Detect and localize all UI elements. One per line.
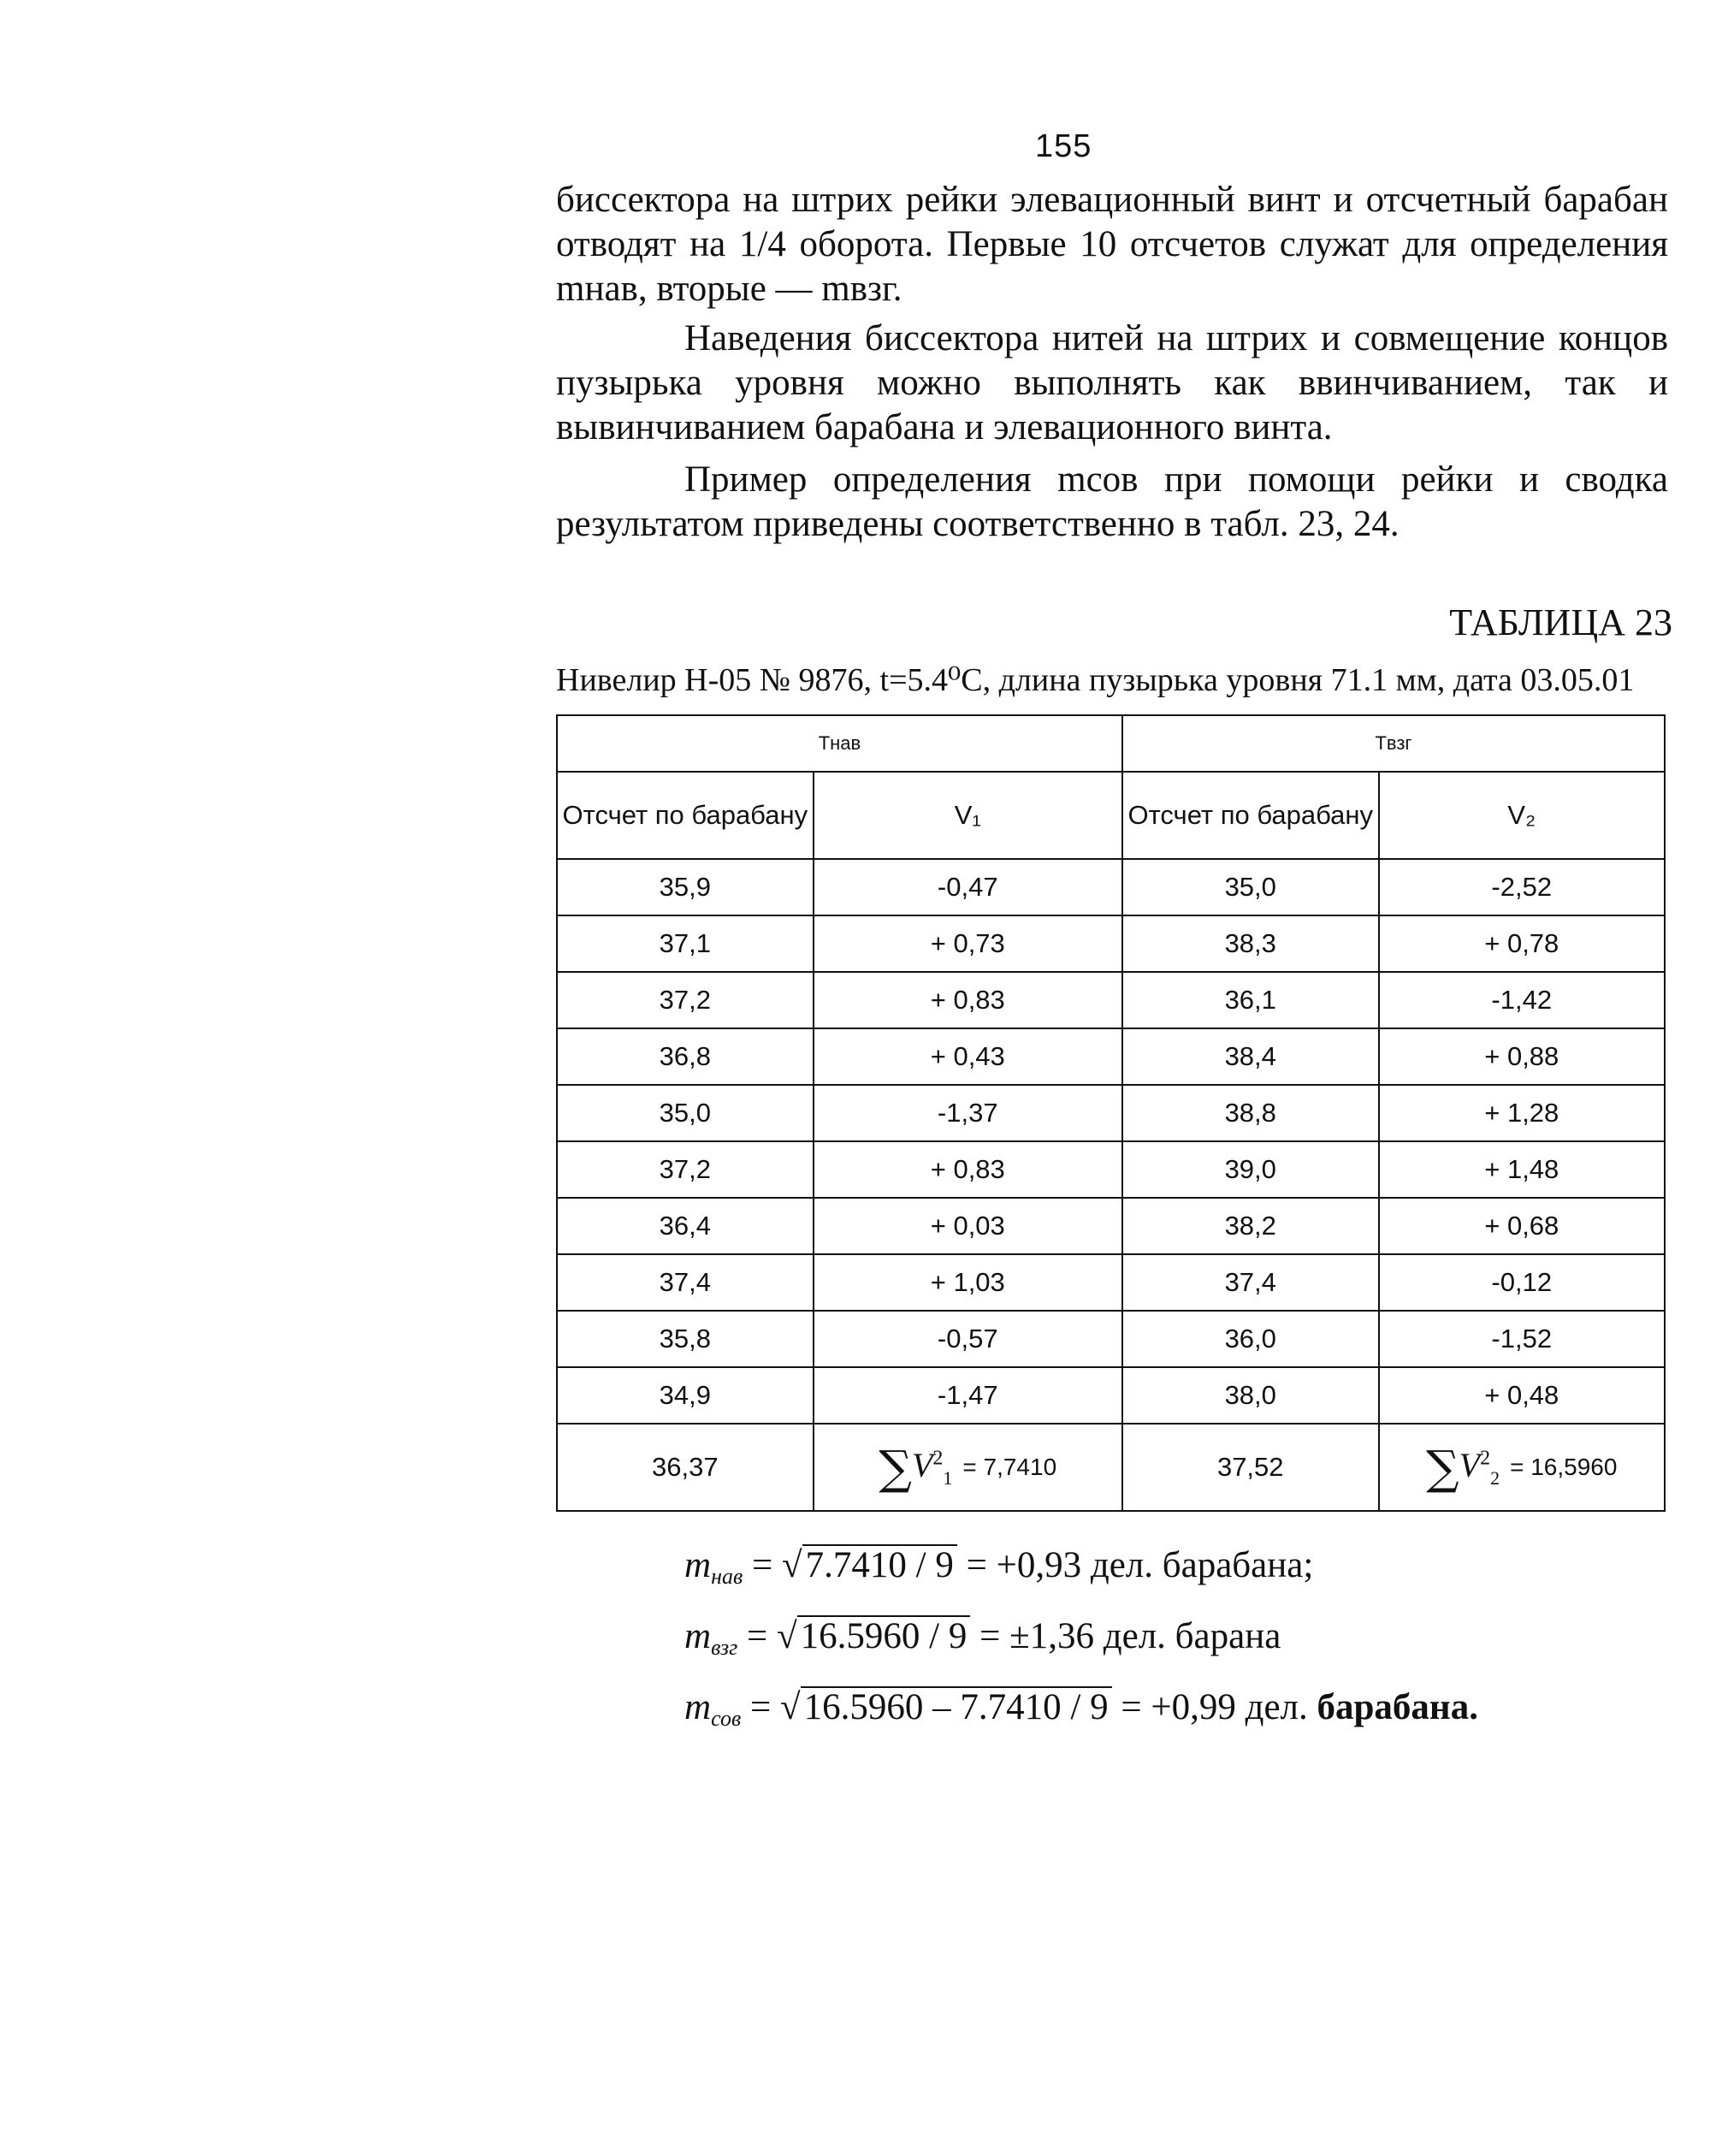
summary-sum-right (1379, 1424, 1665, 1511)
table-cell: 35,0 (557, 1085, 814, 1141)
sqrt-icon: √ (777, 1616, 797, 1656)
table-column-header-row (557, 772, 1665, 859)
table-cell: + 0,68 (1379, 1198, 1665, 1254)
column-header: Отсчет по барабану (1122, 772, 1379, 859)
table-cell: 37,2 (557, 1141, 814, 1198)
sum-right-value: = 16,5960 (1510, 1454, 1618, 1480)
table-cell: + 0,03 (814, 1198, 1122, 1254)
table-cell: 36,8 (557, 1028, 814, 1085)
table-cell: -0,12 (1379, 1254, 1665, 1311)
table-cell: -1,47 (814, 1367, 1122, 1424)
table-cell: 37,4 (1122, 1254, 1379, 1311)
column-header: V₂ (1379, 772, 1665, 859)
paragraph-2: Наведения биссектора нитей на штрих и совмещение концов пузырька уровня можно выполнять как ввинчиванием, так и вывинчиванием барабана и элевационного винта. (556, 318, 1668, 447)
formula-m-sov: $m_{сов} = √16.5960 - 7.7410 / 9 = +0,99$ дел. барабана. (684, 1687, 1478, 1731)
table-cell: + 0,48 (1379, 1367, 1665, 1424)
table-row (557, 972, 1665, 1028)
table-title: ТАБЛИЦА 23 (1449, 601, 1672, 643)
table-cell: + 1,28 (1379, 1085, 1665, 1141)
table-group-header-row (557, 715, 1665, 772)
formulas-block (684, 1536, 1478, 1749)
table-cell: + 0,88 (1379, 1028, 1665, 1085)
table-cell: + 0,78 (1379, 915, 1665, 972)
table-cell: + 1,03 (814, 1254, 1122, 1311)
table-row (557, 1311, 1665, 1367)
table-cell: 35,8 (557, 1311, 814, 1367)
table-cell: + 0,43 (814, 1028, 1122, 1085)
table-body (557, 859, 1665, 1424)
formula-m-vzg: $m_{взг} = √16.5960 / 9 = \pm 1,36$ дел. барана (684, 1616, 1281, 1660)
table-row (557, 1085, 1665, 1141)
paragraph-3: Пример определения mсов при помощи рейки и сводка результатом приведены соответственно в табл. 23, 24. (556, 459, 1668, 544)
column-header: V₁ (814, 772, 1122, 859)
summary-mean-right: 37,52 (1122, 1424, 1379, 1511)
sigma-symbol: ∑ (1426, 1440, 1459, 1495)
table-cell: 39,0 (1122, 1141, 1379, 1198)
table-cell: 38,2 (1122, 1198, 1379, 1254)
table-cell: + 0,73 (814, 915, 1122, 972)
table-cell: -0,57 (814, 1311, 1122, 1367)
table-cell: + 0,83 (814, 972, 1122, 1028)
table-cell: + 0,83 (814, 1141, 1122, 1198)
table-cell: 37,1 (557, 915, 814, 972)
table-cell: + 1,48 (1379, 1141, 1665, 1198)
table-row (557, 1028, 1665, 1085)
formula-m-nav: $m_{нав} = √7.7410 / 9 = +0,93$ дел. барабана; (684, 1545, 1314, 1589)
sqrt-icon: √ (782, 1545, 802, 1585)
table-cell: -1,37 (814, 1085, 1122, 1141)
table-cell: 38,3 (1122, 915, 1379, 972)
table-cell: 36,4 (557, 1198, 814, 1254)
sum-left-value: = 7,7410 (962, 1454, 1057, 1480)
table-cell: 37,4 (557, 1254, 814, 1311)
table-row (557, 1198, 1665, 1254)
table-row (557, 1141, 1665, 1198)
table-cell: 37,2 (557, 972, 814, 1028)
table-row (557, 1367, 1665, 1424)
table-cell: 34,9 (557, 1367, 814, 1424)
table-cell: 36,0 (1122, 1311, 1379, 1367)
sigma-symbol: ∑ (879, 1440, 912, 1495)
column-header: Отсчет по барабану (557, 772, 814, 859)
table-cell: 35,0 (1122, 859, 1379, 915)
measurement-table (556, 714, 1666, 1512)
table-cell: 38,4 (1122, 1028, 1379, 1085)
sqrt-icon: √ (780, 1687, 801, 1727)
table-cell: -1,42 (1379, 972, 1665, 1028)
table-row (557, 915, 1665, 972)
table-cell: -1,52 (1379, 1311, 1665, 1367)
table-row (557, 1254, 1665, 1311)
table-row (557, 859, 1665, 915)
table-summary-row (557, 1424, 1665, 1511)
summary-mean-left: 36,37 (557, 1424, 814, 1511)
sum-v2-squared: $V^2_2$ (1459, 1446, 1500, 1489)
group-header-nav: Tнав (557, 715, 1122, 772)
table-cell: 35,9 (557, 859, 814, 915)
sum-v1-squared: $V^2_1$ (911, 1446, 953, 1489)
table-caption: Нивелир Н-05 № 9876, t=5.4⁰C, длина пузырька уровня 71.1 мм, дата 03.05.01 (556, 662, 1635, 698)
table-cell: 36,1 (1122, 972, 1379, 1028)
summary-sum-left (814, 1424, 1122, 1511)
table-cell: -0,47 (814, 859, 1122, 915)
group-header-vzg: Tвзг (1122, 715, 1665, 772)
table-cell: 38,8 (1122, 1085, 1379, 1141)
paragraph-1: биссектора на штрих рейки элевационный винт и отсчетный барабан отводят на 1/4 оборота. Первые 10 отсчетов служат для определения mнав, вторые — mвзг. (556, 180, 1668, 309)
table-cell: -2,52 (1379, 859, 1665, 915)
table-cell: 38,0 (1122, 1367, 1379, 1424)
page-number: 155 (1035, 128, 1092, 164)
